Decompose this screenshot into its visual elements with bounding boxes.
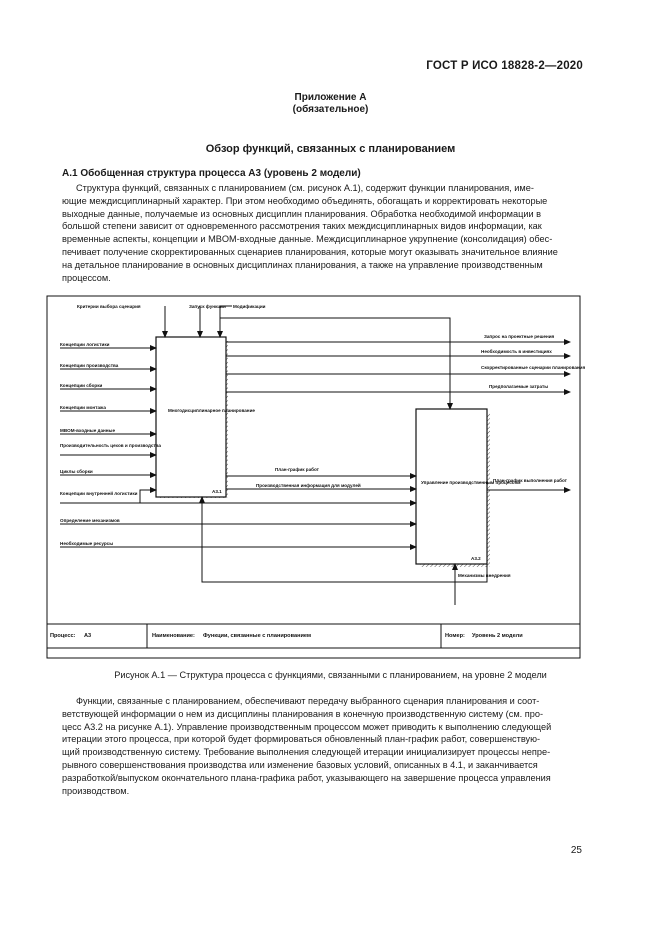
box-a31-label: Многодисциплинарное планирование (168, 408, 255, 413)
appendix-subtitle: (обязательное) (292, 104, 369, 115)
footer-title-label: Наименование: (152, 633, 195, 639)
footer-title-value: Функции, связанные с планированием (203, 633, 312, 639)
paragraph-2-line: рывного совершенствования производства или изменение базовых условий, описанных в 4.1, и заканчивается (62, 759, 538, 770)
box-a32-id: А3.2 (471, 556, 481, 561)
paragraph-1-line: печивает получение скорректированных сценариев планирования, которые могут оказывать значительное влияние (62, 246, 558, 257)
left-input-label: Концепции производства (60, 363, 119, 368)
footer-node-label: Процесс: (50, 633, 76, 639)
section-title: Обзор функций, связанных с планированием (205, 143, 456, 155)
left-input-label: Концепции сборки (60, 383, 103, 388)
appendix-title: Приложение А (294, 92, 367, 103)
paragraph-1-line: временные аспекты, концепции и MBOM-входные данные. Междисциплинарное укрупнение (консолидация) обес- (62, 234, 553, 245)
final-output-label: План-график выполнения работ (493, 478, 567, 483)
figure-caption: Рисунок А.1 — Структура процесса с функциями, связанными с планированием, на уровне 2 модели (114, 670, 547, 680)
footer-node-value: А3 (84, 633, 92, 639)
footer-number-value: Уровень 2 модели (472, 633, 523, 639)
left-input-label: Производительность цехов и производства (60, 443, 161, 448)
middle-output-label: План-график работ (275, 467, 319, 472)
left-input-label: Определение механизмов (60, 518, 120, 523)
left-input-label: Концепции монтажа (60, 405, 106, 410)
top-input-label: Критерии выбора сценария (77, 304, 141, 309)
left-input-label: Концепции внутренней логистики (60, 491, 138, 496)
output-arrows (202, 342, 570, 605)
left-input-label: Циклы сборки (60, 469, 93, 474)
right-output-label: Предполагаемые затраты (489, 384, 549, 389)
paragraph-1-line: ющие междисциплинарный характер. При этом необходимо объединять, обогащать и корректировать некоторые (62, 195, 548, 206)
paragraph-1-line: процессом. (62, 272, 111, 283)
subsection-title: А.1 Обобщенная структура процесса А3 (уровень 2 модели) (62, 168, 361, 179)
paragraph-1-line: Структура функций, связанных с планированием (см. рисунок А.1), содержит функции планирования, име- (76, 183, 534, 193)
paragraph-2-line: щий производственную систему. Требование выполнения следующей итерации инициализирует процессы непре- (62, 747, 551, 758)
page-number: 25 (570, 845, 582, 856)
paragraph-2-line: ветствующей информации о нем из дисциплины планирования в конечную производственную систему (см. про- (62, 708, 544, 719)
top-input-label: Запуск функции (189, 304, 226, 309)
footer-number-label: Номер: (445, 633, 465, 639)
paragraph-1-line: на детальное планирование в основных дисциплинах планирования, а также на управление производственным (62, 259, 543, 270)
box-a32-label: Управление производственным процессом (421, 480, 521, 485)
paragraph-2-line: производством. (62, 785, 130, 796)
paragraph-2-line: итерации этого процесса, при которой будет формироваться обновленный план-график работ, совершенствую- (62, 734, 541, 745)
paragraph-2-line: Функции, связанные с планированием, обеспечивают передачу выбранного сценария планирования и соот- (76, 696, 540, 706)
right-output-label: Запрос на проектные решения (484, 334, 555, 339)
paragraph-2-line: цесс А3.2 на рисунке А.1). Управление производственным процессом может приводить к выполнению следующей (62, 721, 552, 732)
process-box-a32 (416, 409, 487, 564)
paragraph-2-line: разработкой/выпуском окончательного плана-графика работ, указывающего на завершение процесса управления (62, 772, 551, 783)
control-arrow (220, 318, 450, 409)
left-input-label: Концепции логистики (60, 342, 110, 347)
left-input-label: MBOM-входные данные (60, 428, 116, 433)
paragraph-1-line: большой степени зависит от одновременного рассмотрения таких междисциплинарных видов информации, как (62, 221, 542, 232)
top-input-label: Модификации (233, 304, 266, 309)
document-header: ГОСТ Р ИСО 18828-2—2020 (426, 60, 583, 72)
control-arrow (220, 306, 232, 337)
paragraph-2 (62, 695, 582, 797)
paragraph-1-line: выходные данные, получаемые из основных дисциплин планирования. Обработка необходимой информации в (62, 208, 542, 219)
box-a31-id: А3.1 (212, 489, 222, 494)
right-output-label: Необходимость в инвестициях (481, 349, 552, 354)
mechanism-label: Механизмы внедрения (458, 573, 511, 578)
process-box-a31 (156, 337, 226, 497)
middle-output-label: Производственная информация для модулей (256, 483, 361, 488)
left-input-label: Необходимые ресурсы (60, 541, 114, 546)
right-output-label: Скорректированные сценарии планирования (481, 365, 586, 370)
